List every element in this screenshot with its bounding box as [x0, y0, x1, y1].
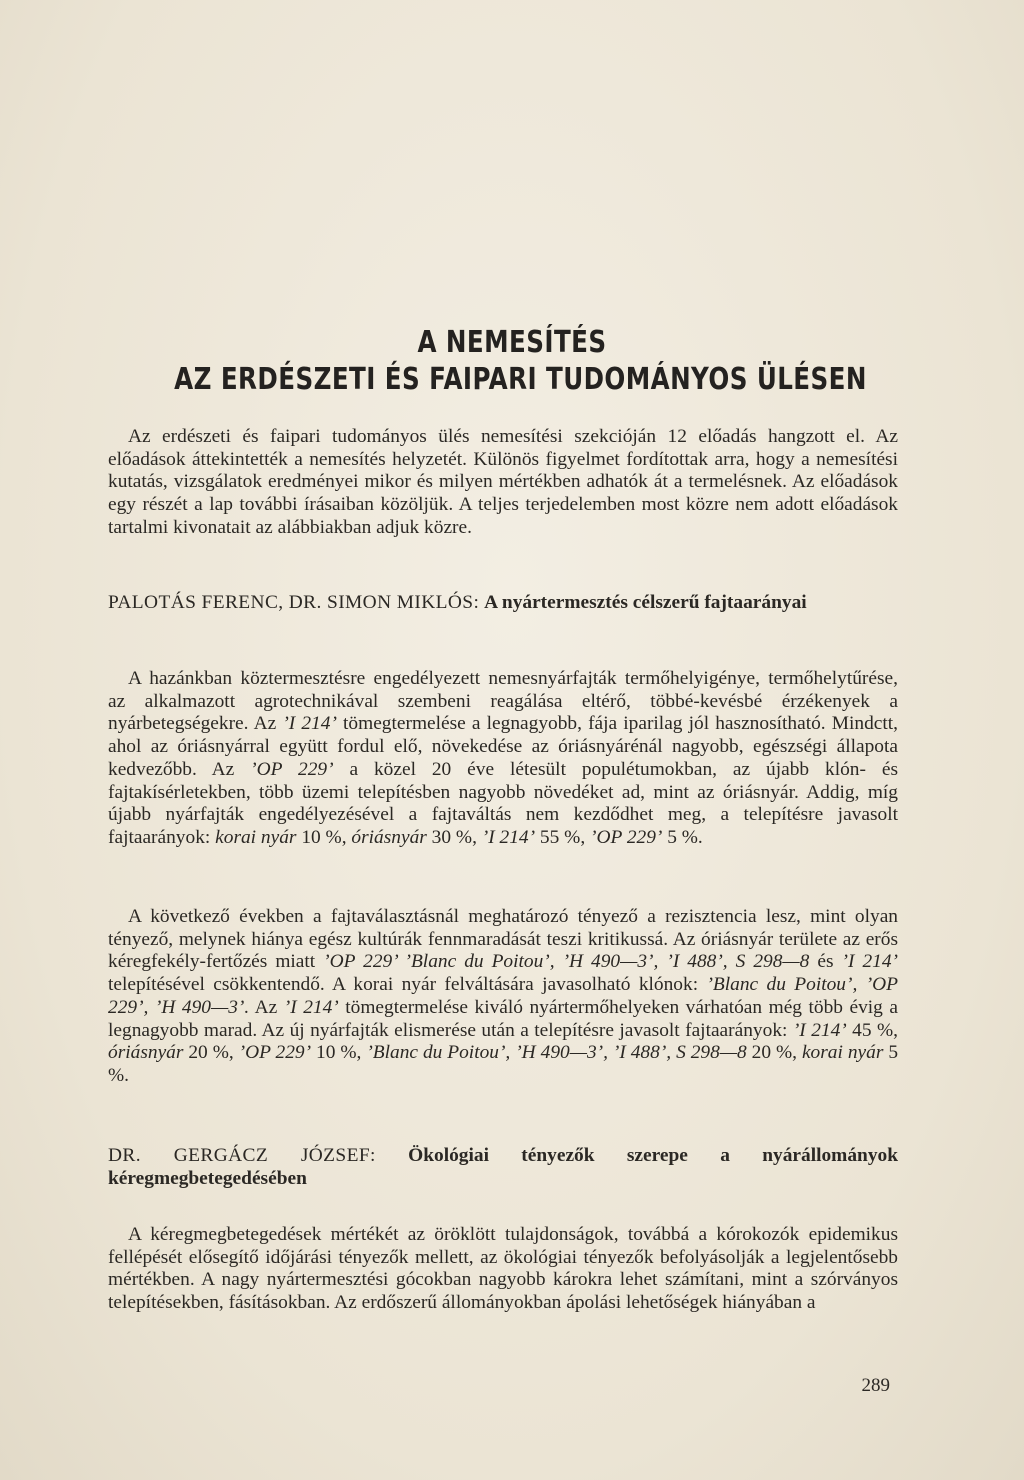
- cultivar-name: ’OP 229’: [590, 826, 663, 848]
- article-title-line-1: A NEMESÍTÉS: [417, 325, 607, 360]
- section-1-paragraph-2: [108, 906, 898, 1088]
- cultivar-name: ’I 214’: [283, 996, 339, 1018]
- text-run: A hazánkban köztermesztésre engedélyezett nemesnyárfajták termőhelyigénye, termőhelytűrése, az alkalmazott agrotechnikával szembeni reagálása eltérő, többé-kevésbé érzékenyek a nyárbetegségekre. Az: [108, 668, 898, 735]
- cultivar-name: ’OP 229’: [238, 1042, 312, 1064]
- cultivar-name: óriásnyár: [351, 826, 427, 848]
- text-run: 20 %,: [746, 1042, 802, 1064]
- section-2-heading: [108, 1145, 898, 1190]
- text-run: Az: [249, 996, 284, 1018]
- cultivar-name: ’I 214’: [282, 713, 337, 735]
- cultivar-name: ’I 214’: [792, 1019, 847, 1041]
- cultivar-name: ’I 214’: [841, 951, 898, 973]
- text-run: 10 %,: [296, 826, 352, 848]
- cultivar-name: korai nyár: [215, 826, 297, 848]
- section-2-topic: Ökológiai tényezők szerepe a nyárállományok kéregmegbetegedésében: [108, 1145, 898, 1189]
- text-run: 45 %,: [846, 1019, 898, 1041]
- cultivar-name: ’OP 229’: [250, 758, 334, 780]
- text-run: a közel 20 éve létesült populétumokban, az újabb klón- és fajtakísérletekben, több üzemi telepítésben nagyobb növedéket ad, mint az óriásnyár. Addig, míg újabb nyárfajták engedélyezésével a fajtaváltás nem kezdődhet meg, a telepítésre javasolt fajtaarányok:: [108, 758, 898, 848]
- text-run: 55 %,: [535, 826, 591, 848]
- cultivar-name: ’I 214’: [481, 826, 536, 848]
- cultivar-name: ’Blanc du Poitou’, ’OP 229’, ’H 490—3’.: [108, 974, 898, 1018]
- text-run: 20 %,: [183, 1042, 239, 1064]
- text-run: 30 %,: [426, 826, 482, 848]
- page-number: 289: [861, 1375, 890, 1396]
- text-run: 5 %.: [108, 1042, 899, 1086]
- text-run: és: [809, 951, 842, 973]
- cultivar-name: ’Blanc du Poitou’, ’H 490—3’, ’I 488’, S 298—8: [366, 1042, 747, 1064]
- article-title-line-2: AZ ERDÉSZETI ÉS FAIPARI TUDOMÁNYOS ÜLÉSEN: [174, 362, 867, 397]
- section-1-paragraph-1: [108, 668, 898, 850]
- intro-paragraph: Az erdészeti és faipari tudományos ülés nemesítési szekcióján 12 előadás hangzott el. Az előadások áttekintették a nemesítés helyzetét. Különös figyelmet fordítottak arra, hogy a nemesítési kutatás, vizsgálatok eredményei mikor és milyen mértékben adhatók át a termelésnek. Az előadások egy részét a lap további írásaiban közöljük. A teljes terjedelemben most közre nem adott előadások tartalmi kivonatait az alábbiakban adjuk közre.: [108, 426, 898, 538]
- section-2-paragraph-1: A kéregmegbetegedések mértékét az öröklött tulajdonságok, továbbá a kórokozók epidemikus fellépését elősegítő időjárási tényezők mellett, az ökológiai tényezők befolyásolják a legjelentősebb mértékben. A nagy nyártermesztési gócokban nagyobb károkra lehet számítani, mint a szórványos telepítésekben, fásításokban. Az erdőszerű állományokban ápolási lehetőségek hiányában a: [108, 1224, 898, 1314]
- cultivar-name: korai nyár: [801, 1042, 884, 1064]
- section-2-author: DR. GERGÁCZ JÓZSEF:: [108, 1145, 376, 1166]
- text-run: 10 %,: [311, 1042, 367, 1064]
- section-1-topic: A nyártermesztés célszerű fajtaarányai: [484, 592, 807, 613]
- text-run: telepítésével csökkentendő. A korai nyár felváltására javasolható klónok:: [108, 974, 707, 996]
- section-1-heading: [108, 592, 898, 615]
- section-1-authors: PALOTÁS FERENC, DR. SIMON MIKLÓS:: [108, 592, 480, 613]
- text-run: A következő években a fajtaválasztásnál meghatározó tényező a rezisztencia lesz, mint olyan tényező, melynek hiánya egész kultúrák fennmaradását teszi kritikussá. Az óriásnyár területe az erős kéregfekély-fertőzés miatt: [108, 906, 898, 973]
- text-run: tömegtermelése a legnagyobb, fája iparilag jól hasznosítható. Mindctt, ahol az óriásnyárral együtt fordul elő, növekedése az óriásnyárénál nagyobb, egészségi állapota kedvezőbb. Az: [108, 713, 898, 780]
- cultivar-name: óriásnyár: [108, 1042, 184, 1064]
- text-run: 5 %.: [662, 826, 703, 848]
- text-run: tömegtermelése kiváló nyártermőhelyeken várhatóan még több évig a legnagyobb marad. Az új nyárfajták elismerése után a telepítésre javasolt fajtaarányok:: [108, 996, 898, 1041]
- cultivar-name: ’OP 229’ ’Blanc du Poitou’, ’H 490—3’, ’I 488’, S 298—8: [323, 951, 810, 973]
